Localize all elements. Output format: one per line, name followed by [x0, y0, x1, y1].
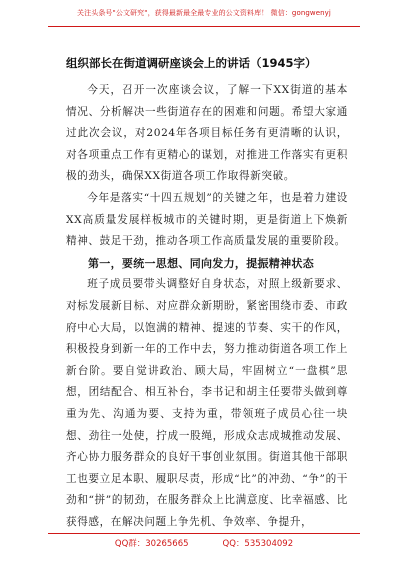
paragraph-2: 今年是落实“十四五规划”的关键之年，也是着力建设XX高质量发展样板城市的关键时期，更是街道上下焕新精神、鼓足干劲，推动各项工作高质量发展的重要阶段。	[66, 191, 348, 248]
paragraph-1: 今天，召开一次座谈会议，了解一下XX街道的基本情况、分析解决一些街道存在的困难和问题。希望大家通过此次会议，对2024年各项目标任务有更清晰的认识，对各项重点工作有更精心的谋划，对推进工作落实有更积极的劲头，确保XX街道各项工作取得新突破。	[66, 84, 348, 183]
section-paragraph: 班子成员要带头调整好自身状态，对照上级新要求、对标发展新目标、对应群众新期盼，紧密围绕市委、市政府中心大局，以饱满的精神、提速的节奏、实干的作风，积极投身到新一年的工作中去，努力推动街道各项工作上新台阶。要自觉讲政治、顾大局，牢固树立“一盘棋”思想，团结配合、相互补台，李书记和胡主任要带头做到尊重为先、沟通为要、支持为重，带领班子成员心往一块想、劲往一处使，拧成一股绳，形成众志成城推动发展、齐心协力服务群众的良好干事创业氛围。街道其他干部职工也要立足本职、履职尽责，形成“比”的冲劲、“争”的干劲和“拼”的韧劲，在服务群众上比满意度、比幸福感、比获得感，在解决问题上争先机、争效率、争提升，	[66, 278, 348, 528]
footer-qq-group: QQ群：30265665	[114, 539, 189, 549]
bottom-divider	[48, 533, 360, 534]
document-body	[66, 80, 348, 533]
top-banner: 关注头条号"公文研究"，获得最新最全最专业的公文资料库！ 微信：gongwenyj	[77, 9, 331, 17]
footer	[0, 537, 408, 549]
footer-qq: QQ：535304092	[222, 539, 294, 549]
top-divider	[48, 26, 360, 27]
document-title: 组织部长在街道调研座谈会上的讲话（1945字）	[66, 56, 317, 70]
section-heading: 第一，要统一思想、同向发力，提振精神状态	[88, 256, 314, 270]
